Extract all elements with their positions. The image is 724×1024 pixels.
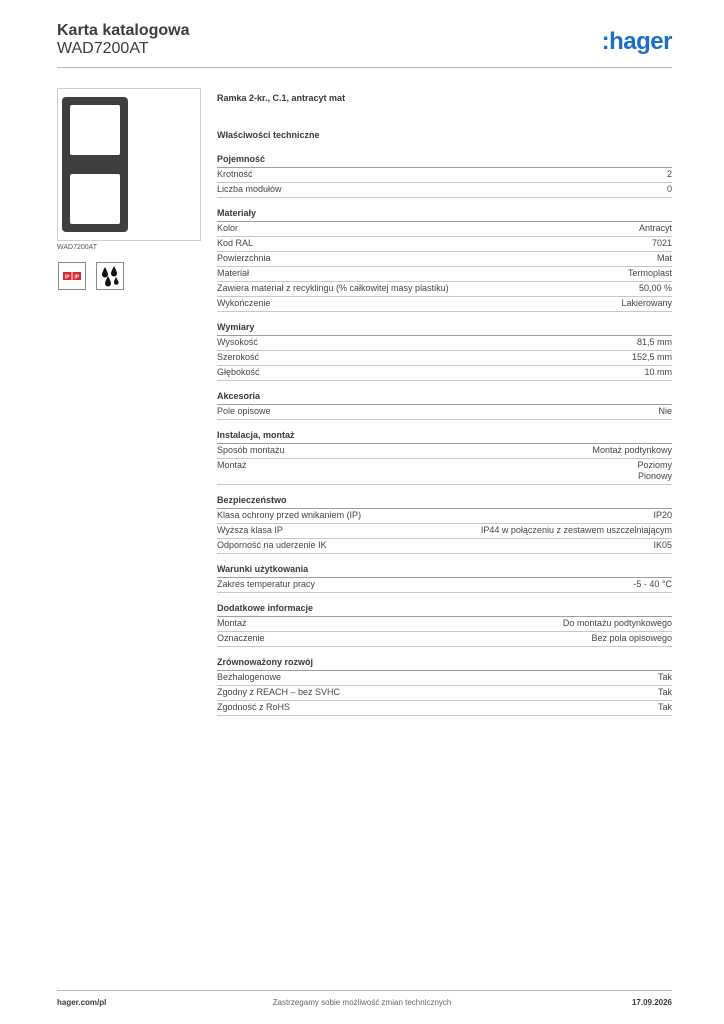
footer-website: hager.com/pl [57,998,107,1007]
spec-value-line: 10 mm [644,367,672,377]
spec-value [658,406,672,417]
spec-value-line: 7021 [651,238,672,248]
spec-label: Wyższa klasa IP [217,525,283,535]
spec-value-line: Termoplast [627,268,672,278]
spec-value-line: Do montażu podtynkowego [562,618,672,628]
spec-label: Liczba modułów [217,184,282,194]
spec-label: Szerokość [217,352,260,362]
section-title: Bezpieczeństwo [217,494,672,509]
spec-section [217,602,672,647]
spec-label: Montaż [217,460,247,470]
footer-date: 17.09.2026 [631,998,672,1007]
spec-value [637,460,672,482]
spec-value [667,184,672,195]
spec-value-line: Mat [656,253,672,263]
spec-row [217,671,672,686]
spec-label: Klasa ochrony przed wnikaniem (IP) [217,510,362,520]
spec-row [217,701,672,716]
spec-label: Zawiera materiał z recyklingu (% całkowitej masy plastiku) [217,283,449,293]
spec-label: Wykończenie [217,298,271,308]
water-drops-icon [96,262,124,290]
svg-text:IP: IP [74,274,80,281]
footer-notice: Zastrzegamy sobie możliwość zmian technicznych [272,998,452,1007]
spec-section [217,494,672,554]
spec-value [658,702,672,713]
spec-label: Powierzchnia [217,253,271,263]
spec-value-line: 152,5 mm [631,352,672,362]
spec-row [217,336,672,351]
section-title: Akcesoria [217,390,672,405]
document-title: Karta katalogowa [57,22,190,39]
spec-label: Wysokość [217,337,258,347]
spec-row [217,267,672,282]
spec-row [217,405,672,420]
section-title: Zrównoważony rozwój [217,656,672,671]
spec-section [217,321,672,381]
spec-value [639,223,672,234]
spec-value [637,337,672,348]
spec-content [217,93,672,725]
spec-value [628,268,672,279]
ip-rating-icon [58,262,86,290]
spec-row [217,444,672,459]
spec-value-line: Tak [657,702,672,712]
spec-value-line: -5 - 40 °C [633,579,672,589]
section-title: Wymiary [217,321,672,336]
spec-value-line: Tak [657,672,672,682]
spec-row [217,297,672,312]
spec-row [217,183,672,198]
product-title: Ramka 2-kr., C.1, antracyt mat [217,93,346,103]
spec-value-line: Nie [658,406,672,416]
spec-value-line: 2 [666,169,672,179]
section-title: Materiały [217,207,672,222]
section-title: Warunki użytkowania [217,563,672,578]
spec-value [657,253,672,264]
spec-sections [217,153,672,716]
spec-value-line: IK05 [653,540,672,550]
header-divider [57,67,672,68]
spec-row [217,168,672,183]
spec-section [217,207,672,312]
spec-value [632,352,672,363]
product-image [57,88,201,241]
spec-label: Zgodność z RoHS [217,702,291,712]
spec-label: Bezhalogenowe [217,672,282,682]
spec-label: Sposób montażu [217,445,285,455]
spec-value [653,540,672,551]
spec-row [217,222,672,237]
spec-label: Krotność [217,169,253,179]
spec-row [217,252,672,267]
spec-section [217,429,672,485]
spec-label: Zakres temperatur pracy [217,579,316,589]
spec-row [217,539,672,554]
footer-divider [57,990,672,991]
section-title: Pojemność [217,153,672,168]
product-code: WAD7200AT [57,40,149,57]
spec-section [217,153,672,198]
spec-value-line: Pionowy [637,471,672,481]
spec-label: Montaż [217,618,247,628]
spec-label: Kolor [217,223,239,233]
spec-value-line: Poziomy [637,460,672,470]
properties-heading: Właściwości techniczne [217,130,320,140]
spec-row [217,686,672,701]
frame-shape [62,97,128,232]
spec-label: Kod RAL [217,238,254,248]
spec-value-line: 81,5 mm [636,337,672,347]
spec-value-line: Tak [657,687,672,697]
spec-value-line: Montaż podtynkowy [592,445,672,455]
spec-row [217,509,672,524]
image-caption: WAD7200AT [57,244,98,251]
spec-value-line: Bez pola opisowego [591,633,672,643]
spec-row [217,632,672,647]
spec-value [592,445,672,456]
spec-label: Oznaczenie [217,633,265,643]
spec-label: Odporność na uderzenie IK [217,540,327,550]
spec-row [217,524,672,539]
spec-value [644,367,672,378]
spec-value [639,283,672,294]
spec-value [658,672,672,683]
spec-value [658,687,672,698]
spec-section [217,563,672,593]
spec-label: Pole opisowe [217,406,271,416]
spec-value [652,238,672,249]
spec-value-line: 50,00 % [638,283,672,293]
spec-row [217,237,672,252]
spec-value-line: IP44 w połączeniu z zestawem uszczelniającym [480,525,672,535]
spec-value [621,298,672,309]
section-title: Dodatkowe informacje [217,602,672,617]
spec-label: Głębokość [217,367,260,377]
spec-value [667,169,672,180]
spec-value [633,579,672,590]
spec-row [217,459,672,485]
spec-section [217,656,672,716]
spec-value-line: 0 [666,184,672,194]
spec-value-line: IP20 [653,510,672,520]
spec-value [653,510,672,521]
spec-row [217,617,672,632]
spec-row [217,366,672,381]
spec-row [217,578,672,593]
spec-row [217,282,672,297]
spec-label: Zgodny z REACH – bez SVHC [217,687,341,697]
section-title: Instalacja, montaż [217,429,672,444]
spec-value [481,525,672,536]
spec-value [591,633,672,644]
spec-value-line: Lakierowany [621,298,672,308]
spec-value [563,618,672,629]
spec-row [217,351,672,366]
hager-logo: :hager [601,28,672,55]
spec-value-line: Antracyt [638,223,672,233]
spec-label: Materiał [217,268,250,278]
svg-text:IP: IP [64,274,70,281]
spec-section [217,390,672,420]
